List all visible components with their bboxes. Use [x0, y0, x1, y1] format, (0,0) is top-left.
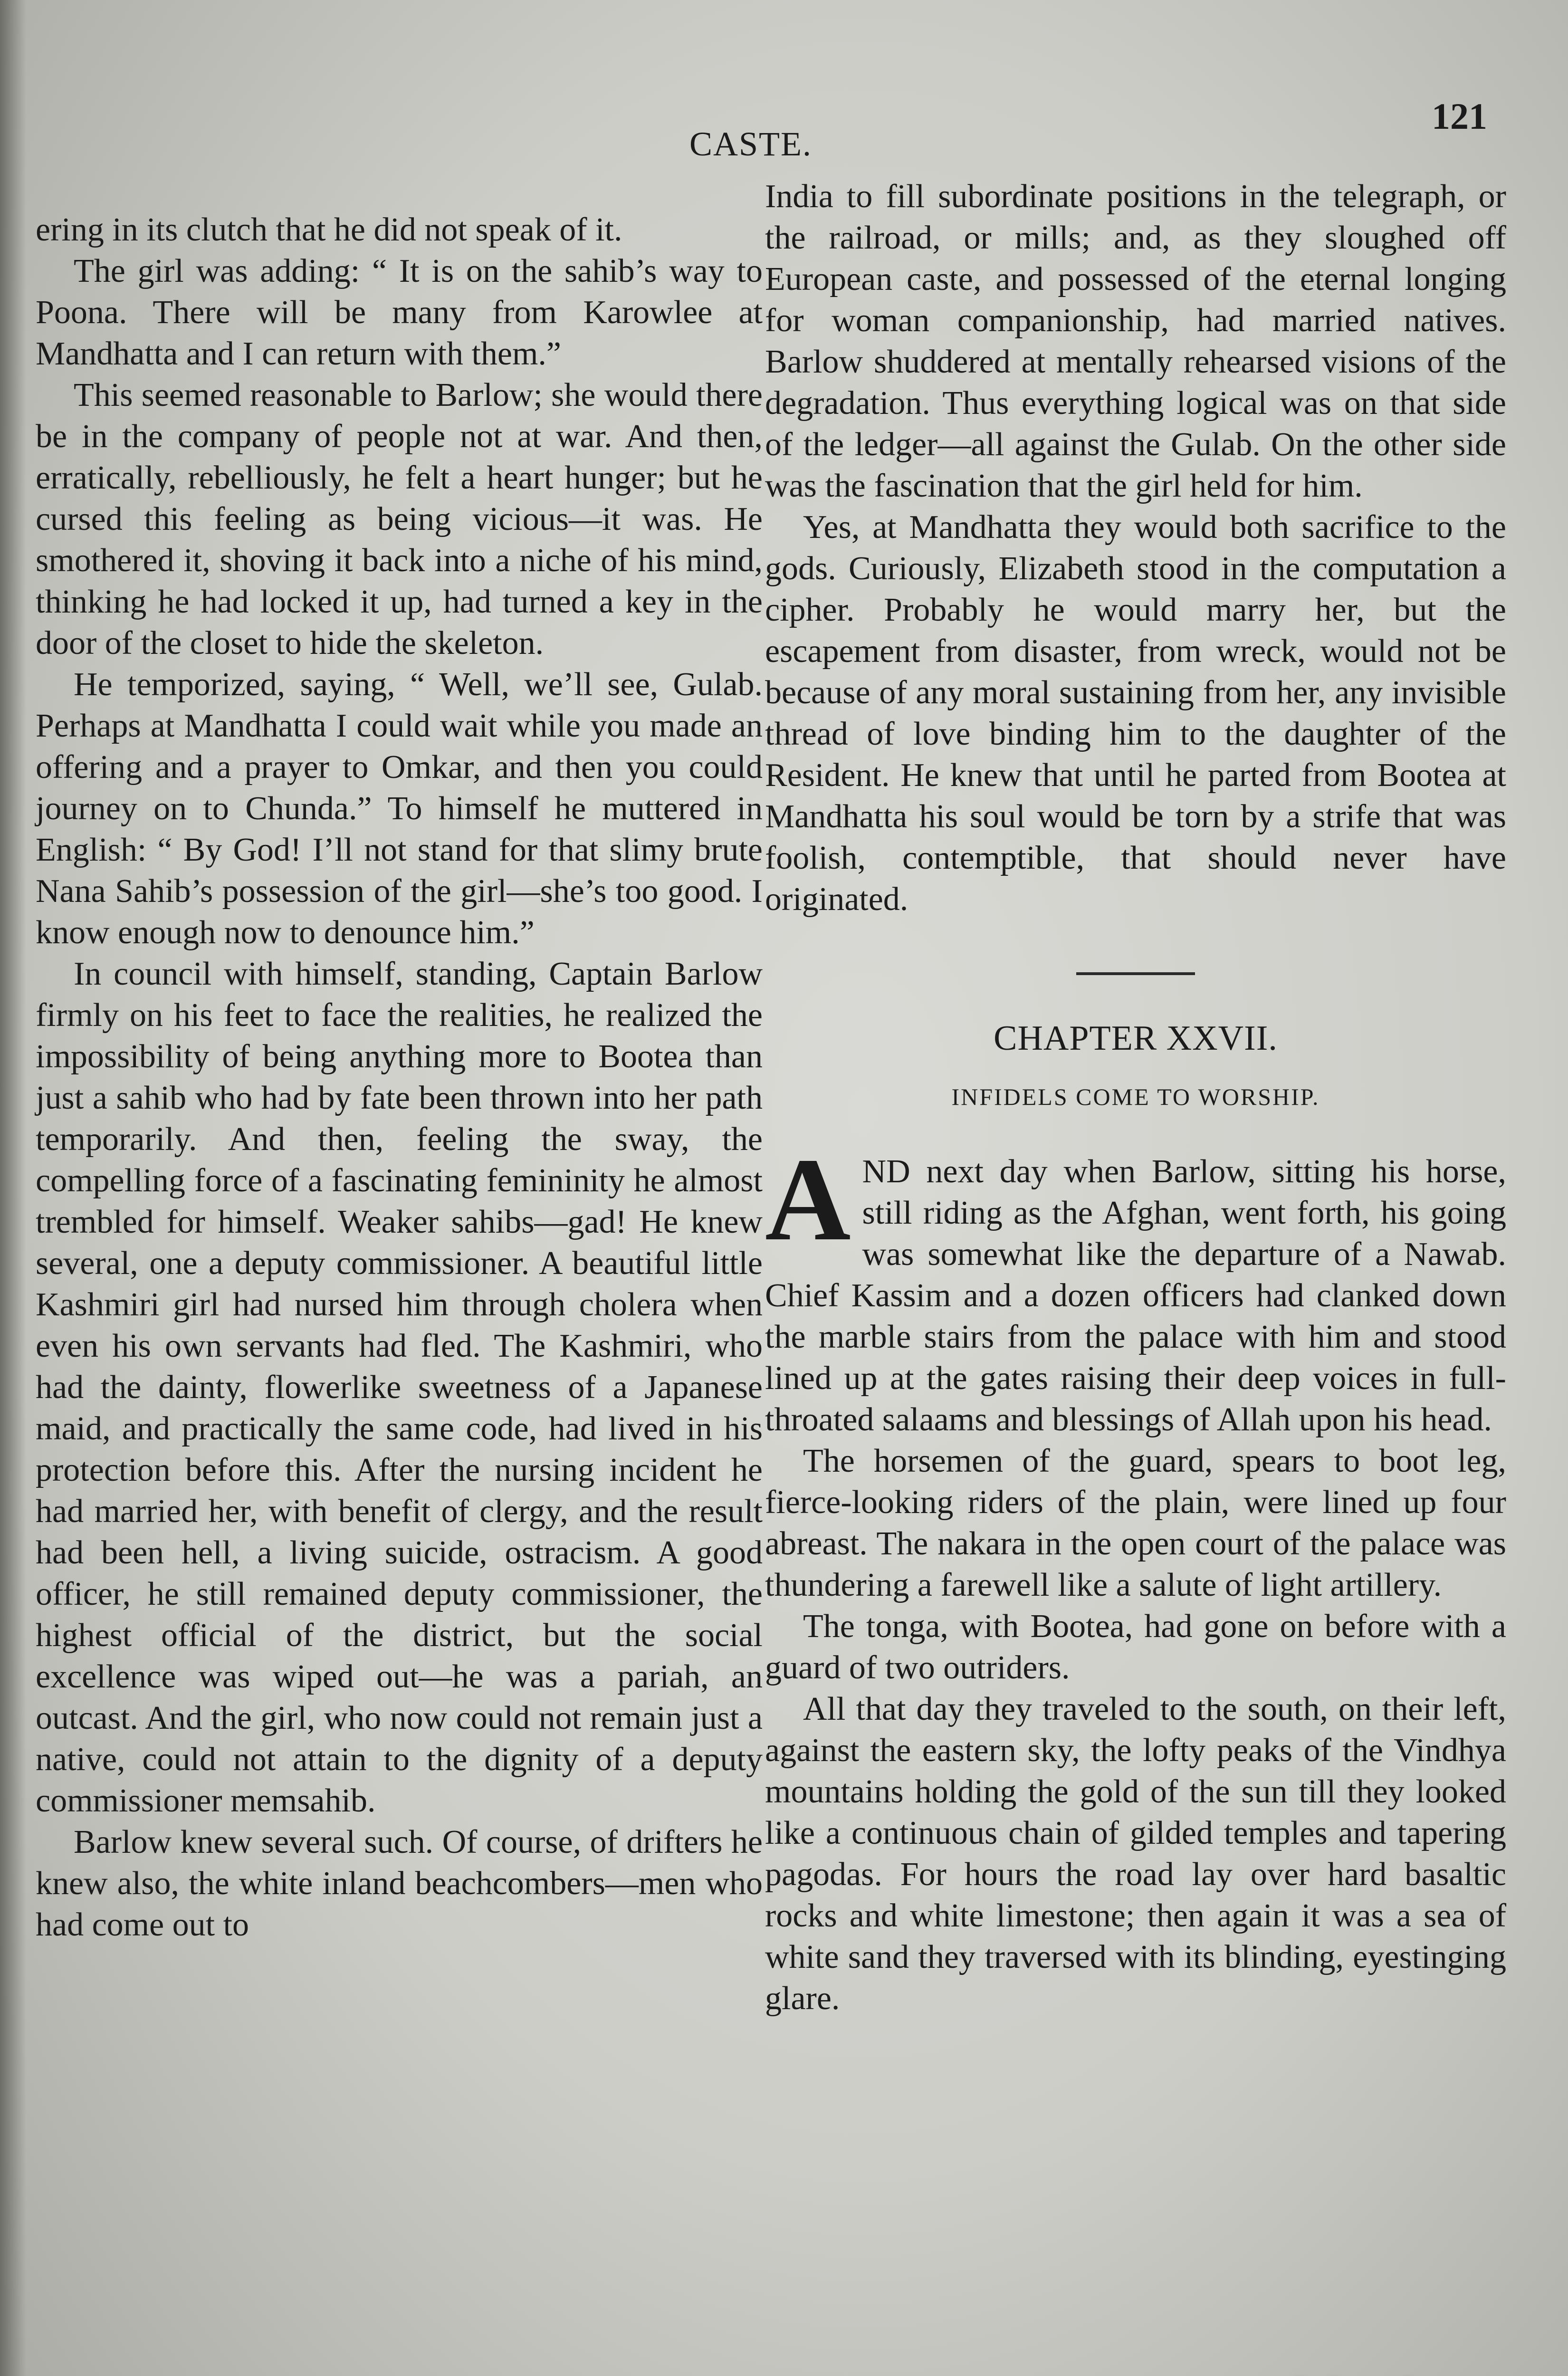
running-head: CASTE.	[689, 125, 813, 163]
paragraph: Barlow knew several such. Of course, of drifters he knew also, the white inland beachcombers—men who had come out to	[36, 1824, 763, 1943]
paragraph: The horsemen of the guard, spears to boot leg, fierce-looking riders of the plain, were lined up four abreast. The nakara in the open court of the palace was thundering a farewell like a salute of light artillery.	[765, 1443, 1506, 1603]
paragraph: The tonga, with Bootea, had gone on before with a guard of two outriders.	[765, 1608, 1506, 1686]
paragraph: This seemed reasonable to Barlow; she would there be in the company of people not at war. And then, erratically, rebelliously, he felt a heart hunger; but he cursed this feeling as being vicious—it was. He smothered it, shoving it back into a niche of his mind, thinking he had locked it up, had turned a key in the door of the closet to hide the skeleton.	[36, 377, 763, 661]
right-column	[765, 176, 1506, 2019]
left-column	[36, 209, 763, 1945]
drop-cap: A	[765, 1134, 851, 1265]
chapter-subtitle: INFIDELS COME TO WORSHIP.	[951, 1083, 1320, 1110]
paragraph: ering in its clutch that he did not speak of it.	[36, 211, 622, 248]
paragraph: India to fill subordinate positions in the telegraph, or the railroad, or mills; and, as they sloughed off European caste, and possessed of the eternal longing for woman companionship, had married natives. Barlow shuddered at mentally rehearsed visions of the degradation. Thus everything logical was on that side of the ledger—all against the Gulab. On the other side was the fascination that the girl held for him.	[765, 178, 1506, 504]
binding-shadow	[0, 0, 26, 2376]
paragraph: He temporized, saying, “ Well, we’ll see, Gulab. Perhaps at Mandhatta I could wait while you made an offering and a prayer to Omkar, and then you could journey on to Chunda.” To himself he muttered in English: “ By God! I’ll not stand for that slimy brute Nana Sahib’s possession of the girl—she’s too good. I know enough now to denounce him.”	[36, 666, 763, 951]
chapter-opening-text: ND next day when Barlow, sitting his horse, still riding as the Afghan, went forth, his going was somewhat like the departure of a Nawab. Chief Kassim and a dozen officers had clanked down the marble stairs from the palace with him and stood lined up at the gates raising their deep voices in full-throated salaams and blessings of Allah upon his head.	[765, 1153, 1506, 1438]
paragraph: The girl was adding: “ It is on the sahib’s way to Poona. There will be many from Karowlee at Mandhatta and I can return with them.”	[36, 253, 763, 372]
page-number: 121	[1432, 96, 1487, 137]
chapter-opening-paragraph	[765, 1134, 1506, 1440]
paragraph: In council with himself, standing, Captain Barlow firmly on his feet to face the realities, he realized the impossibility of being anything more to Bootea than just a sahib who had by fate been thrown into her path temporarily. And then, feeling the sway, the compelling force of a fascinating femininity he almost trembled for himself. Weaker sahibs—gad! He knew several, one a deputy commissioner. A beautiful little Kashmiri girl had nursed him through cholera when even his own servants had fled. The Kashmiri, who had the dainty, flowerlike sweetness of a Japanese maid, and practically the same code, had lived in his protection before this. After the nursing incident he had married her, with benefit of clergy, and the result had been hell, a living suicide, ostracism. A good officer, he still remained deputy commissioner, the highest official of the district, but the social excellence was wiped out—he was a pariah, an outcast. And the girl, who now could not remain just a native, could not attain to the dignity of a deputy commissioner memsahib.	[36, 956, 763, 1819]
paragraph: All that day they traveled to the south, on their left, against the eastern sky, the lofty peaks of the Vindhya mountains holding the gold of the sun till they looked like a continuous chain of gilded temples and tapering pagodas. For hours the road lay over hard basaltic rocks and white limestone; then again it was a sea of white sand they traversed with its blinding, eyestinging glare.	[765, 1691, 1506, 2017]
section-divider	[1076, 972, 1195, 975]
chapter-title: CHAPTER XXVII.	[994, 1019, 1278, 1058]
paragraph: Yes, at Mandhatta they would both sacrifice to the gods. Curiously, Elizabeth stood in the computation a cipher. Probably he would marry her, but the escapement from disaster, from wreck, would not be because of any moral sustaining from her, any invisible thread of love binding him to the daughter of the Resident. He knew that until he parted from Bootea at Mandhatta his soul would be torn by a strife that was foolish, contemptible, that should never have originated.	[765, 509, 1506, 918]
